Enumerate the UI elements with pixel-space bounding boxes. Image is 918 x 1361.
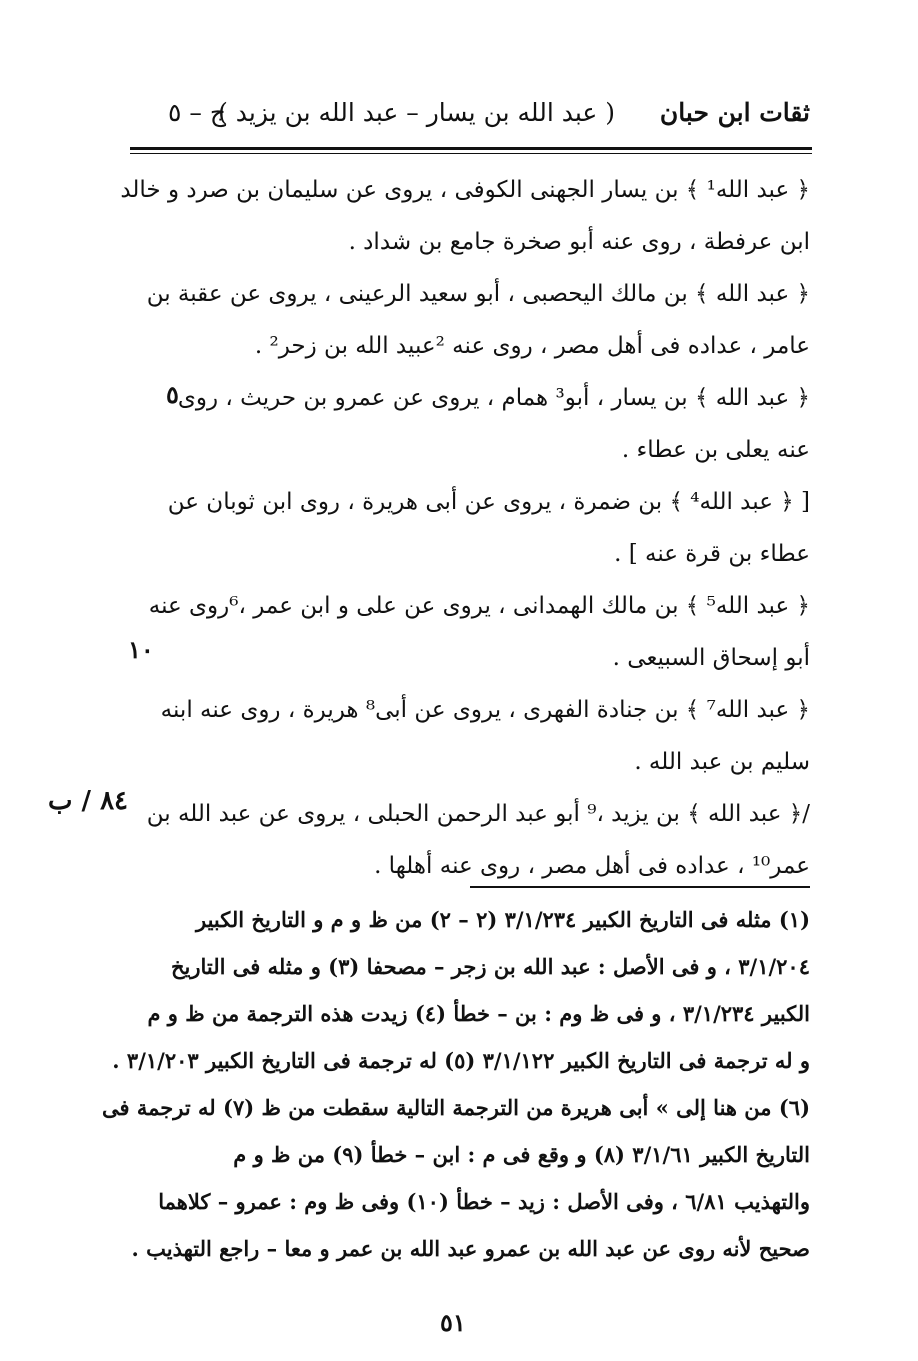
header-rule-thick [130, 147, 812, 150]
text-line: ﴿ عبد الله¹ ﴾ بن يسار الجهنى الكوفى ، يروى عن سليمان بن صرد و خالد [120, 177, 810, 203]
line-number-5: ٥ [166, 380, 179, 409]
line-number-10: ١٠ [128, 635, 154, 664]
footnote-line: و له ترجمة فى التاريخ الكبير ٣/١/١٢٢ (٥) له ترجمة فى التاريخ الكبير ٣/١/٢٠٣ . [112, 1048, 810, 1073]
footnote-line: ٣/١/٢٠٤ ، و فى الأصل : عبد الله بن زجر – مصحفا (٣) و مثله فى التاريخ [170, 954, 810, 979]
volume-number: ج – ٥ [168, 98, 226, 127]
page-number: ٥١ [440, 1308, 466, 1337]
text-line: سليم بن عبد الله . [634, 749, 810, 775]
footnote-line: التاريخ الكبير ٣/١/٦١ (٨) و وقع فى م : ابن – خطأ (٩) من ظ و م [233, 1142, 810, 1167]
footnote-line: (٦) من هنا إلى » أبى هريرة من الترجمة التالية سقطت من ظ (٧) له ترجمة فى [102, 1095, 810, 1120]
book-title: ثقات ابن حبان [659, 98, 810, 127]
running-header [130, 92, 810, 136]
text-line: ﴿ عبد الله⁷ ﴾ بن جنادة الفهرى ، يروى عن أبى⁸ هريرة ، روى عنه ابنه [160, 697, 810, 723]
text-line: /﴿ عبد الله ﴾ بن يزيد ،⁹ أبو عبد الرحمن الحبلى ، يروى عن عبد الله بن [146, 801, 810, 827]
footnote-line: والتهذيب ٦/٨١ ، وفى الأصل : زيد – خطأ (١٠) وفى ظ وم : عمرو – كلاهما [158, 1189, 810, 1214]
text-line: أبو إسحاق السبيعى . [612, 645, 810, 671]
header-rule-thin [130, 153, 812, 154]
text-line: [ ﴿ عبد الله⁴ ﴾ بن ضمرة ، يروى عن أبى هريرة ، روى ابن ثوبان عن [167, 489, 810, 515]
text-line: ﴿ عبد الله⁵ ﴾ بن مالك الهمدانى ، يروى عن على و ابن عمر ،⁶روى عنه [148, 593, 810, 619]
text-line: ﴿ عبد الله ﴾ بن يسار ، أبو³ همام ، يروى عن عمرو بن حريث ، روى [177, 385, 810, 411]
text-line: عمر¹⁰ ، عداده فى أهل مصر ، روى عنه أهلها . [374, 853, 810, 879]
footnote-line: الكبير ٣/١/٢٣٤ ، و فى ظ وم : بن – خطأ (٤) زيدت هذه الترجمة من ظ و م [147, 1001, 810, 1026]
footnotes [102, 896, 810, 1272]
footnote-line: صحيح لأنه روى عن عبد الله بن عمرو عبد الله بن عمر و معا – راجع التهذيب . [131, 1236, 810, 1261]
text-line: عامر ، عداده فى أهل مصر ، روى عنه ²عبيد الله بن زحر² . [254, 333, 810, 359]
text-line: عطاء بن قرة عنه ] . [614, 541, 810, 567]
text-line: ﴿ عبد الله ﴾ بن مالك اليحصبى ، أبو سعيد الرعينى ، يروى عن عقبة بن [146, 281, 810, 307]
text-line: عنه يعلى بن عطاء . [621, 437, 810, 463]
footnote-line: (١) مثله فى التاريخ الكبير ٣/١/٢٣٤ (٢ – ٢) من ظ و م و التاريخ الكبير [196, 907, 810, 932]
text-line: ابن عرفطة ، روى عنه أبو صخرة جامع بن شداد . [348, 229, 810, 255]
header-names: ( عبد الله بن يسار – عبد الله بن يزيد ) [218, 98, 615, 127]
folio-marker: ٨٤ / ب [48, 786, 129, 816]
footnote-rule [470, 886, 810, 888]
